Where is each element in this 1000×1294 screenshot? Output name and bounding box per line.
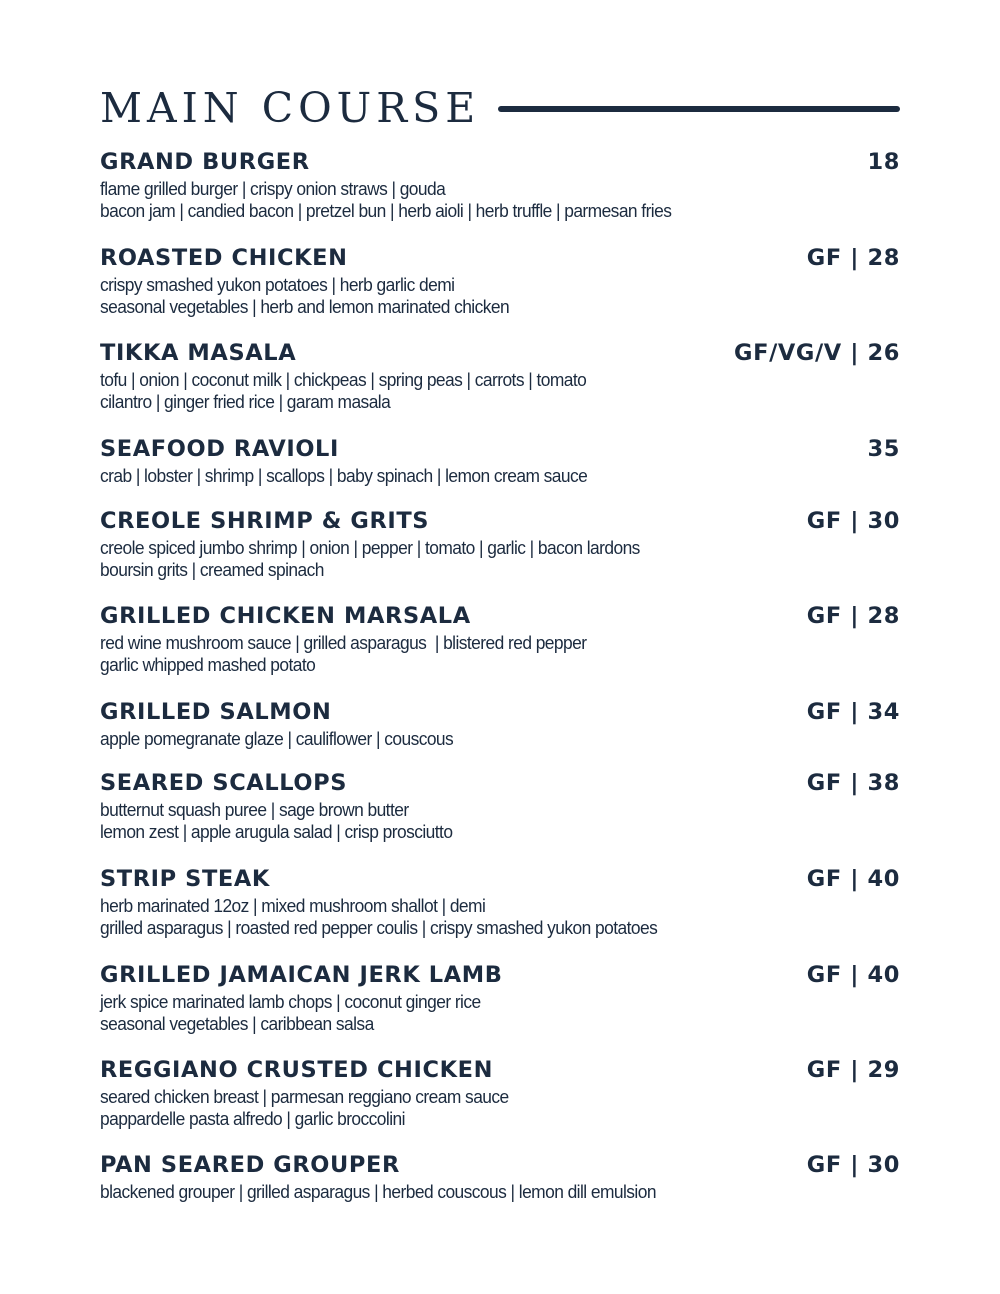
item-description-line: red wine mushroom sauce | grilled asparagus | blistered red pepper: [100, 632, 587, 653]
item-price: GF/VG/V | 26: [734, 340, 900, 366]
menu-item-grand-burger: [100, 148, 900, 222]
item-price: 18: [867, 149, 900, 175]
item-description-line: crab | lobster | shrimp | scallops | baby spinach | lemon cream sauce: [100, 465, 588, 486]
item-description-line: pappardelle pasta alfredo | garlic broccolini: [100, 1108, 405, 1129]
item-name: SEAFOOD RAVIOLI: [100, 436, 339, 462]
item-description-line: lemon zest | apple arugula salad | crisp prosciutto: [100, 821, 453, 842]
item-description-line: tofu | onion | coconut milk | chickpeas | spring peas | carrots | tomato: [100, 369, 587, 390]
menu-item-pan-seared-grouper: [100, 1151, 900, 1203]
menu-item-tikka-masala: [100, 339, 900, 413]
item-description-line: cilantro | ginger fried rice | garam masala: [100, 391, 391, 412]
item-name: GRILLED SALMON: [100, 699, 332, 725]
menu-item-creole-shrimp-grits: [100, 507, 900, 581]
item-description-line: grilled asparagus | roasted red pepper coulis | crispy smashed yukon potatoes: [100, 917, 658, 938]
item-price: GF | 40: [806, 866, 900, 892]
item-price: GF | 30: [806, 1152, 900, 1178]
item-description-line: butternut squash puree | sage brown butter: [100, 799, 409, 820]
item-name: GRILLED JAMAICAN JERK LAMB: [100, 962, 503, 988]
menu-item-strip-steak: [100, 865, 900, 939]
item-name: TIKKA MASALA: [100, 340, 297, 366]
item-price: GF | 30: [806, 508, 900, 534]
item-price: GF | 38: [806, 770, 900, 796]
menu-item-seafood-ravioli: [100, 435, 900, 487]
menu-item-grilled-salmon: [100, 698, 900, 750]
item-description-line: garlic whipped mashed potato: [100, 654, 316, 675]
item-name: STRIP STEAK: [100, 866, 270, 892]
section-title: MAIN COURSE: [100, 84, 481, 132]
menu-item-seared-scallops: [100, 769, 900, 843]
item-description-line: blackened grouper | grilled asparagus | herbed couscous | lemon dill emulsion: [100, 1181, 656, 1202]
menu-item-grilled-jamaican-jerk-lamb: [100, 961, 900, 1035]
menu-item-grilled-chicken-marsala: [100, 602, 900, 676]
item-price: GF | 34: [806, 699, 900, 725]
item-price: GF | 40: [806, 962, 900, 988]
item-price: GF | 28: [806, 603, 900, 629]
item-description-line: flame grilled burger | crispy onion straws | gouda: [100, 178, 446, 199]
item-description-line: herb marinated 12oz | mixed mushroom shallot | demi: [100, 895, 486, 916]
item-description-line: seasonal vegetables | caribbean salsa: [100, 1013, 374, 1034]
item-description-line: boursin grits | creamed spinach: [100, 559, 324, 580]
item-description-line: seared chicken breast | parmesan reggiano cream sauce: [100, 1086, 509, 1107]
item-name: ROASTED CHICKEN: [100, 245, 348, 271]
item-description-line: seasonal vegetables | herb and lemon marinated chicken: [100, 296, 510, 317]
item-description-line: bacon jam | candied bacon | pretzel bun | herb aioli | herb truffle | parmesan fries: [100, 200, 672, 221]
item-name: PAN SEARED GROUPER: [100, 1152, 400, 1178]
item-price: GF | 29: [806, 1057, 900, 1083]
item-description-line: jerk spice marinated lamb chops | coconut ginger rice: [100, 991, 481, 1012]
item-name: CREOLE SHRIMP & GRITS: [100, 508, 430, 534]
menu-item-reggiano-crusted-chicken: [100, 1056, 900, 1130]
item-name: SEARED SCALLOPS: [100, 770, 348, 796]
item-description-line: crispy smashed yukon potatoes | herb garlic demi: [100, 274, 455, 295]
item-price: GF | 28: [806, 245, 900, 271]
item-description-line: creole spiced jumbo shrimp | onion | pepper | tomato | garlic | bacon lardons: [100, 537, 640, 558]
header-rule: [498, 106, 900, 112]
section-header: [100, 82, 900, 134]
item-name: GRILLED CHICKEN MARSALA: [100, 603, 471, 629]
item-name: GRAND BURGER: [100, 149, 310, 175]
item-price: 35: [867, 436, 900, 462]
item-description-line: apple pomegranate glaze | cauliflower | couscous: [100, 728, 454, 749]
menu-item-roasted-chicken: [100, 244, 900, 318]
item-name: REGGIANO CRUSTED CHICKEN: [100, 1057, 494, 1083]
